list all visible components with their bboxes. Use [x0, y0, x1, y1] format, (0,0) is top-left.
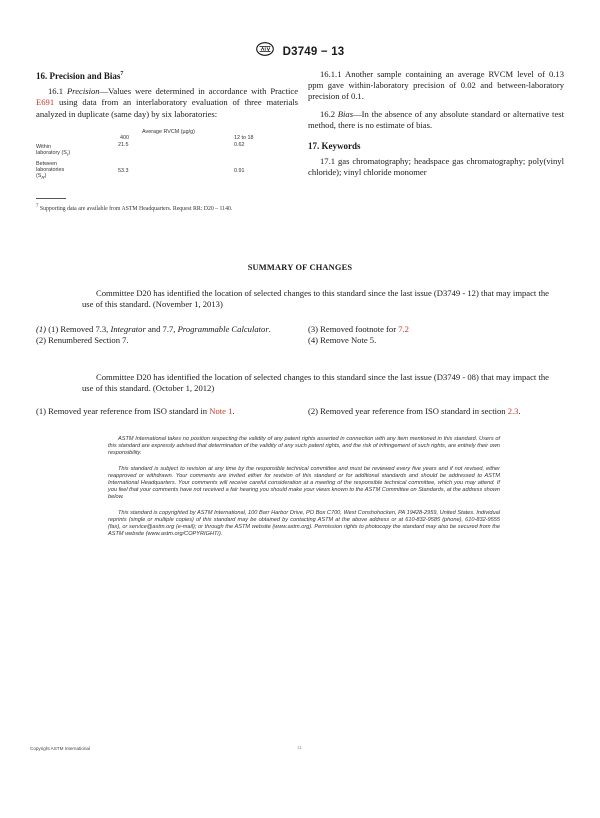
- table-row: Between laboratories $(S_R)$ 53.3 0.91: [36, 160, 245, 181]
- list-item: (1) Removed year reference from ISO standard in Note 1.: [36, 406, 235, 416]
- changes-list-2013-right: [308, 324, 564, 347]
- page-header: [0, 42, 600, 61]
- paragraph-16-1-1: 16.1.1 Another sample containing an average RVCM level of 0.13 ppm gave within-laboratory precision of 0.02 and between-laboratory precision of 0.1.: [308, 69, 564, 102]
- legal-revision-paragraph: This standard is subject to revision at any time by the responsible technical committee and must be reviewed every five years and if not revised, either reapproved or withdrawn. Your comments are invited either for revision of this standard or for additional standards and should be addressed to ASTM International Headquarters. Your comments will receive careful consideration at a meeting of the responsible technical committee, which you may attend. If you feel that your comments have not received a fair hearing you should make your views known to the ASTM Committee on Standards, at the address shown below.: [108, 465, 500, 501]
- list-item: (1) (1) Removed 7.3, Integrator and 7.7, Programmable Calculator.: [36, 324, 271, 334]
- document-designation: D3749 − 13: [282, 45, 345, 58]
- table-col-12-18: 12 to 18: [234, 135, 254, 142]
- list-item: (3) Removed footnote for 7.2: [308, 324, 409, 334]
- summary-title: SUMMARY OF CHANGES: [247, 263, 353, 272]
- precision-table: [36, 129, 276, 182]
- link-e691[interactable]: E691: [36, 97, 55, 108]
- legal-copyright-paragraph: This standard is copyrighted by ASTM International, 100 Barr Harbor Drive, PO Box C700, West Conshohocken, PA 19428-2959, United States. Individual reprints (single or multiple copies) of this standard may be obtained by contacting ASTM at the above address or at 610-832-9585 (phone), 610-832-9555 (fax), or service@astm.org (e-mail); or through the ASTM website (www.astm.org). Permission rights to photocopy the standard may also be secured from the ASTM website (www.astm.org/COPYRIGHT/).: [108, 509, 500, 538]
- changes-list-2012-right: [308, 406, 570, 417]
- legal-notice: [108, 436, 500, 538]
- table-col-400: 400: [120, 135, 129, 142]
- section-17-heading: 17. Keywords: [308, 141, 361, 152]
- paragraph-16-2: 16.2 Bias—In the absence of any absolute standard or alternative test method, there is no estimate of bias.: [308, 108, 564, 130]
- list-item: (2) Renumbered Section 7.: [36, 335, 129, 346]
- changes-list-2012-left: [36, 406, 298, 417]
- right-column: [308, 69, 564, 179]
- summary-intro-2013: Committee D20 has identified the location of selected changes to this standard since the last issue (D3749 - 12) that may impact the use of this standard. (November 1, 2013): [82, 288, 549, 310]
- list-item: (4) Remove Note 5.: [308, 335, 377, 346]
- section-16-heading: 16. Precision and Bias$^7$: [36, 71, 124, 81]
- astm-logo-icon: [256, 42, 274, 61]
- footnote-divider: [36, 198, 66, 199]
- link-2-3[interactable]: 2.3: [507, 406, 519, 416]
- footer-page-mark: 11: [297, 745, 302, 750]
- changes-list-2013-left: [36, 324, 298, 347]
- table-title: Average RVCM (µg/g): [142, 128, 195, 135]
- summary-intro-2012: Committee D20 has identified the location of selected changes to this standard since the last issue (D3749 - 08) that may impact the use of this standard. (October 1, 2012): [82, 372, 549, 394]
- link-7-2[interactable]: 7.2: [398, 324, 409, 334]
- paragraph-17-1: 17.1 gas chromatography; headspace gas chromatography; poly(vinyl chloride); vinyl chloride monomer: [308, 156, 564, 178]
- table-row: Within laboratory $(S_r)$ 21.5 0.62: [36, 141, 245, 158]
- footer-copyright: Copyright ASTM International: [30, 746, 91, 751]
- left-column: [36, 69, 298, 213]
- paragraph-16-1: 16.1 Precision—Values were determined in accordance with Practice E691 using data from an interlaboratory evaluation of three materials analyzed in duplicate (same day) by six laboratories:: [36, 86, 299, 119]
- legal-patent-paragraph: ASTM International takes no position respecting the validity of any patent rights asserted in connection with any item mentioned in this standard. Users of this standard are expressly advised that determination of the validity of any such patent rights, and the risk of infringement of such rights, are entirely their own responsibility.: [108, 436, 500, 457]
- link-note-1[interactable]: Note 1: [209, 406, 233, 416]
- footnote-7: $^7$ Supporting data are available from ASTM Headquarters. Request RR: D20 – 1140.: [36, 203, 233, 212]
- list-item: (2) Removed year reference from ISO standard in section 2.3.: [308, 406, 521, 416]
